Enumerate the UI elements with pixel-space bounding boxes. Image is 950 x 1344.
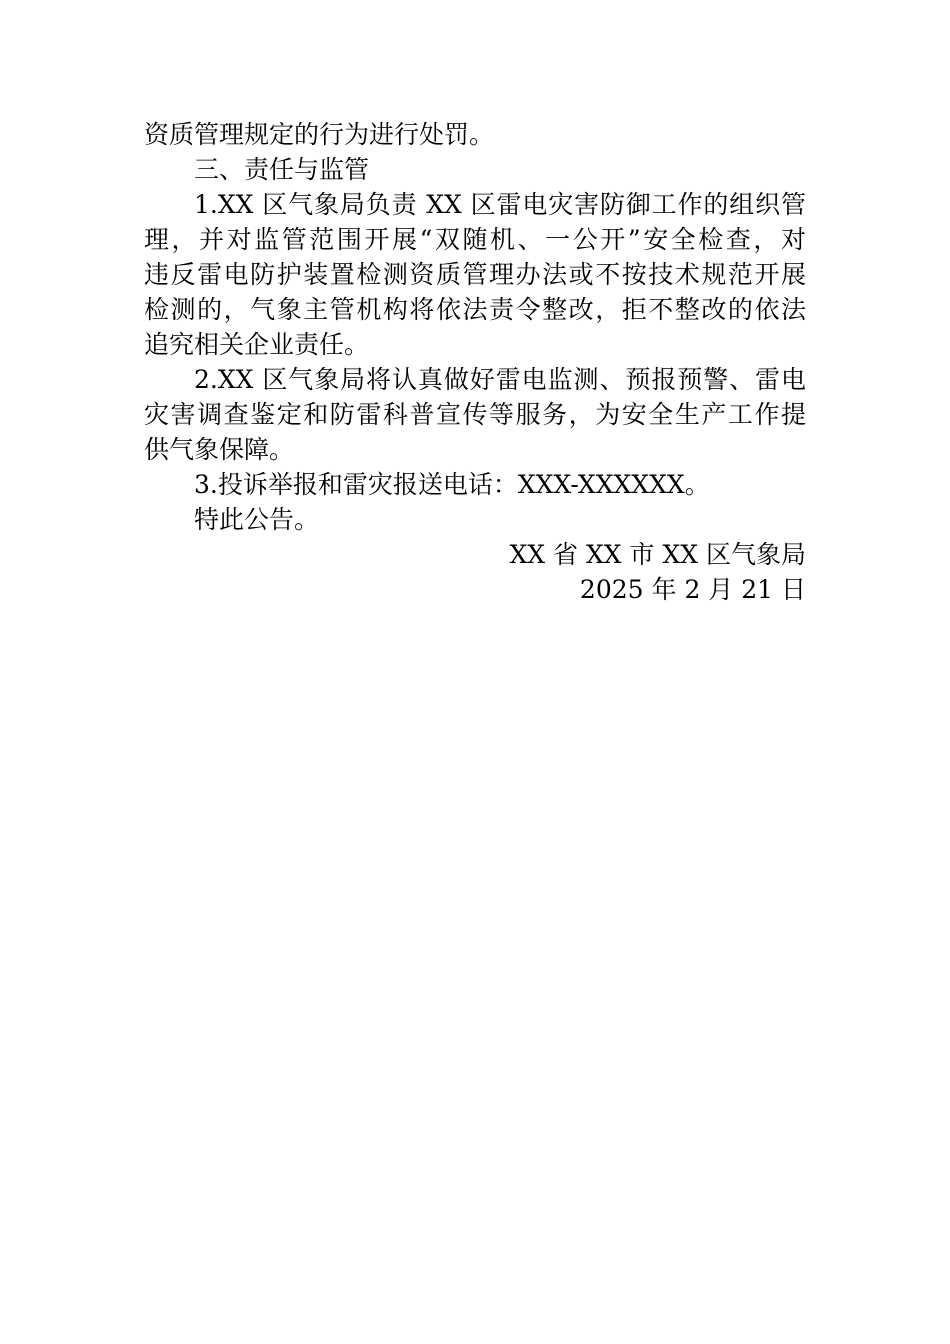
section-heading: 三、责任与监管 [194, 155, 370, 184]
paragraph-line: 理，并对监管范围开展“双随机、一公开”安全检查，对 [144, 225, 806, 254]
paragraph-line: 追究相关企业责任。 [144, 330, 370, 359]
paragraph-line: 检测的，气象主管机构将依法责令整改，拒不整改的依法 [144, 295, 806, 324]
issue-date: 2025 年 2 月 21 日 [579, 575, 806, 604]
paragraph-line: 灾害调查鉴定和防雷科普宣传等服务，为安全生产工作提 [144, 400, 806, 429]
paragraph-line: 3.投诉举报和雷灾报送电话：XXX-XXXXXX。 [194, 470, 710, 499]
paragraph-line: 资质管理规定的行为进行处罚。 [144, 120, 495, 149]
paragraph-line: 违反雷电防护装置检测资质管理办法或不按技术规范开展 [144, 260, 806, 289]
paragraph-line: 1.XX 区气象局负责 XX 区雷电灾害防御工作的组织管 [194, 190, 806, 219]
issuer-signature: XX 省 XX 市 XX 区气象局 [509, 540, 806, 569]
paragraph-line: 2.XX 区气象局将认真做好雷电监测、预报预警、雷电 [194, 365, 806, 394]
paragraph-line: 供气象保障。 [144, 435, 295, 464]
closing-line: 特此公告。 [194, 505, 320, 534]
